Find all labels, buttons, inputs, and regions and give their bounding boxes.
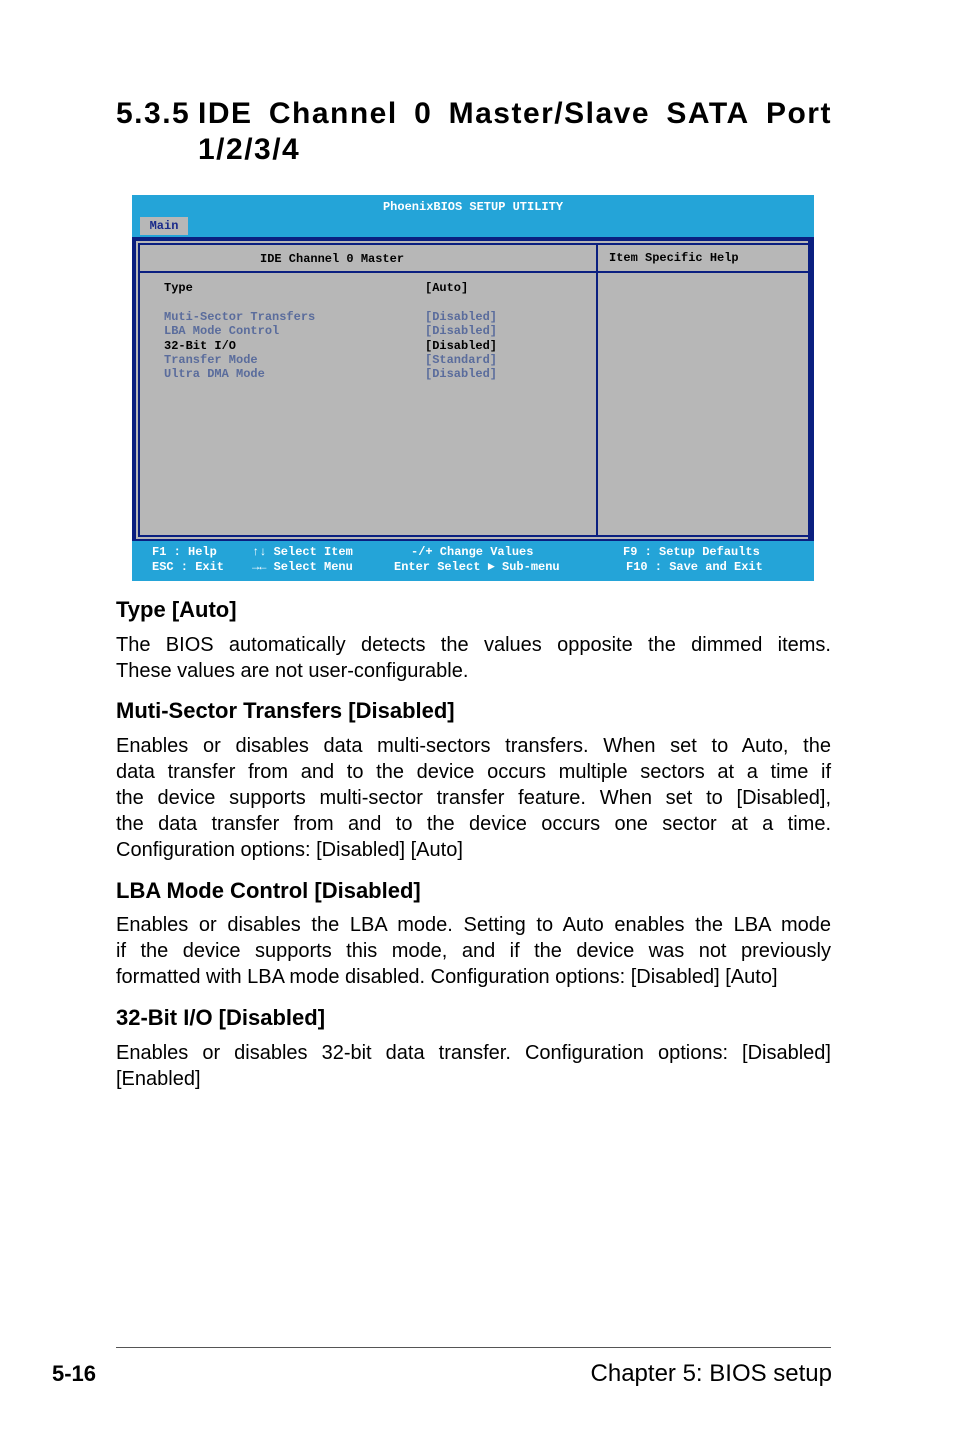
- paragraph-line: [Enabled]: [116, 1068, 201, 1090]
- paragraph-line: The BIOS automatically detects the values opposite the dimmed items.: [116, 634, 831, 656]
- section-title-line2: 1/2/3/4: [198, 133, 301, 166]
- paragraph-muti-sector: [116, 733, 831, 863]
- page-number: 5-16: [52, 1361, 97, 1386]
- chapter-title: Chapter 5: BIOS setup: [590, 1360, 832, 1387]
- setting-value: [Standard]: [425, 353, 498, 367]
- footer-rule: [116, 1347, 831, 1348]
- panel-title: IDE Channel 0 Master: [260, 252, 405, 266]
- bios-menu-bar: [132, 217, 814, 237]
- key-enter-submenu: Enter Select ► Sub-menu: [394, 560, 560, 574]
- help-title: Item Specific Help: [609, 251, 739, 265]
- paragraph-32bit-io: [116, 1040, 831, 1092]
- heading-type: Type [Auto]: [116, 597, 237, 622]
- setting-row-transfer-mode: [164, 353, 498, 367]
- bios-title-bar: PhoenixBIOS SETUP UTILITY: [132, 195, 814, 217]
- paragraph-line: Configuration options: [Disabled] [Auto]: [116, 839, 463, 861]
- paragraph-lba-mode: [116, 912, 831, 990]
- setting-row-32bit-io[interactable]: [164, 339, 498, 353]
- key-change-values: -/+ Change Values: [411, 545, 534, 559]
- setting-label: 32-Bit I/O: [164, 339, 237, 353]
- bios-screenshot: [132, 195, 814, 581]
- title-word: SATA: [666, 97, 750, 130]
- title-word: IDE: [198, 97, 253, 130]
- setting-row-lba-mode: [164, 324, 498, 338]
- key-f1-help: F1 : Help: [152, 545, 217, 559]
- help-body-frame: [596, 271, 810, 537]
- tab-main[interactable]: Main: [140, 217, 188, 235]
- key-f9-defaults: F9 : Setup Defaults: [623, 545, 760, 559]
- setting-value: [Disabled]: [425, 339, 498, 353]
- heading-32bit-io: 32-Bit I/O [Disabled]: [116, 1005, 326, 1030]
- heading-muti-sector: Muti-Sector Transfers [Disabled]: [116, 698, 455, 723]
- title-word: Channel: [268, 97, 398, 130]
- paragraph-line: data transfer from and to the device occurs multiple sectors at a time if: [116, 761, 831, 783]
- paragraph-line: These values are not user-configurable.: [116, 660, 469, 682]
- title-word: 0: [414, 97, 433, 130]
- setting-value: [Disabled]: [425, 324, 498, 338]
- setting-label: Ultra DMA Mode: [164, 367, 265, 381]
- section-number: 5.3.5: [116, 97, 191, 130]
- paragraph-line: Enables or disables 32-bit data transfer. Configuration options: [Disabled]: [116, 1042, 831, 1064]
- title-word: Port: [765, 97, 832, 130]
- key-esc-exit: ESC : Exit: [152, 560, 225, 574]
- paragraph-line: if the device supports this mode, and if the device was not previously: [116, 940, 831, 962]
- setting-value: [Disabled]: [425, 367, 498, 381]
- setting-value: [Disabled]: [425, 310, 498, 324]
- section-title-line1: [198, 96, 832, 132]
- key-select-menu: →← Select Menu: [252, 560, 353, 574]
- paragraph-type: [116, 632, 831, 684]
- paragraph-line: the data transfer from and to the device occurs one sector at a time.: [116, 813, 831, 835]
- key-f10-save-exit: F10 : Save and Exit: [626, 560, 763, 574]
- setting-value: [Auto]: [425, 281, 469, 295]
- paragraph-line: formatted with LBA mode disabled. Configuration options: [Disabled] [Auto]: [116, 966, 778, 988]
- setting-label: LBA Mode Control: [164, 324, 280, 338]
- setting-label: Transfer Mode: [164, 353, 258, 367]
- setting-row-muti-sector: [164, 310, 498, 324]
- bios-key-bar: [132, 541, 814, 581]
- key-select-item: ↑↓ Select Item: [252, 545, 353, 559]
- setting-row-type[interactable]: [164, 281, 469, 295]
- setting-label: Type: [164, 281, 193, 295]
- paragraph-line: Enables or disables the LBA mode. Setting to Auto enables the LBA mode: [116, 914, 831, 936]
- title-word: Master/Slave: [448, 97, 651, 130]
- heading-lba-mode: LBA Mode Control [Disabled]: [116, 878, 421, 903]
- paragraph-line: Enables or disables data multi-sectors transfers. When set to Auto, the: [116, 735, 831, 757]
- paragraph-line: the device supports multi-sector transfer feature. When set to [Disabled],: [116, 787, 831, 809]
- setting-row-ultra-dma: [164, 367, 498, 381]
- setting-label: Muti-Sector Transfers: [164, 310, 316, 324]
